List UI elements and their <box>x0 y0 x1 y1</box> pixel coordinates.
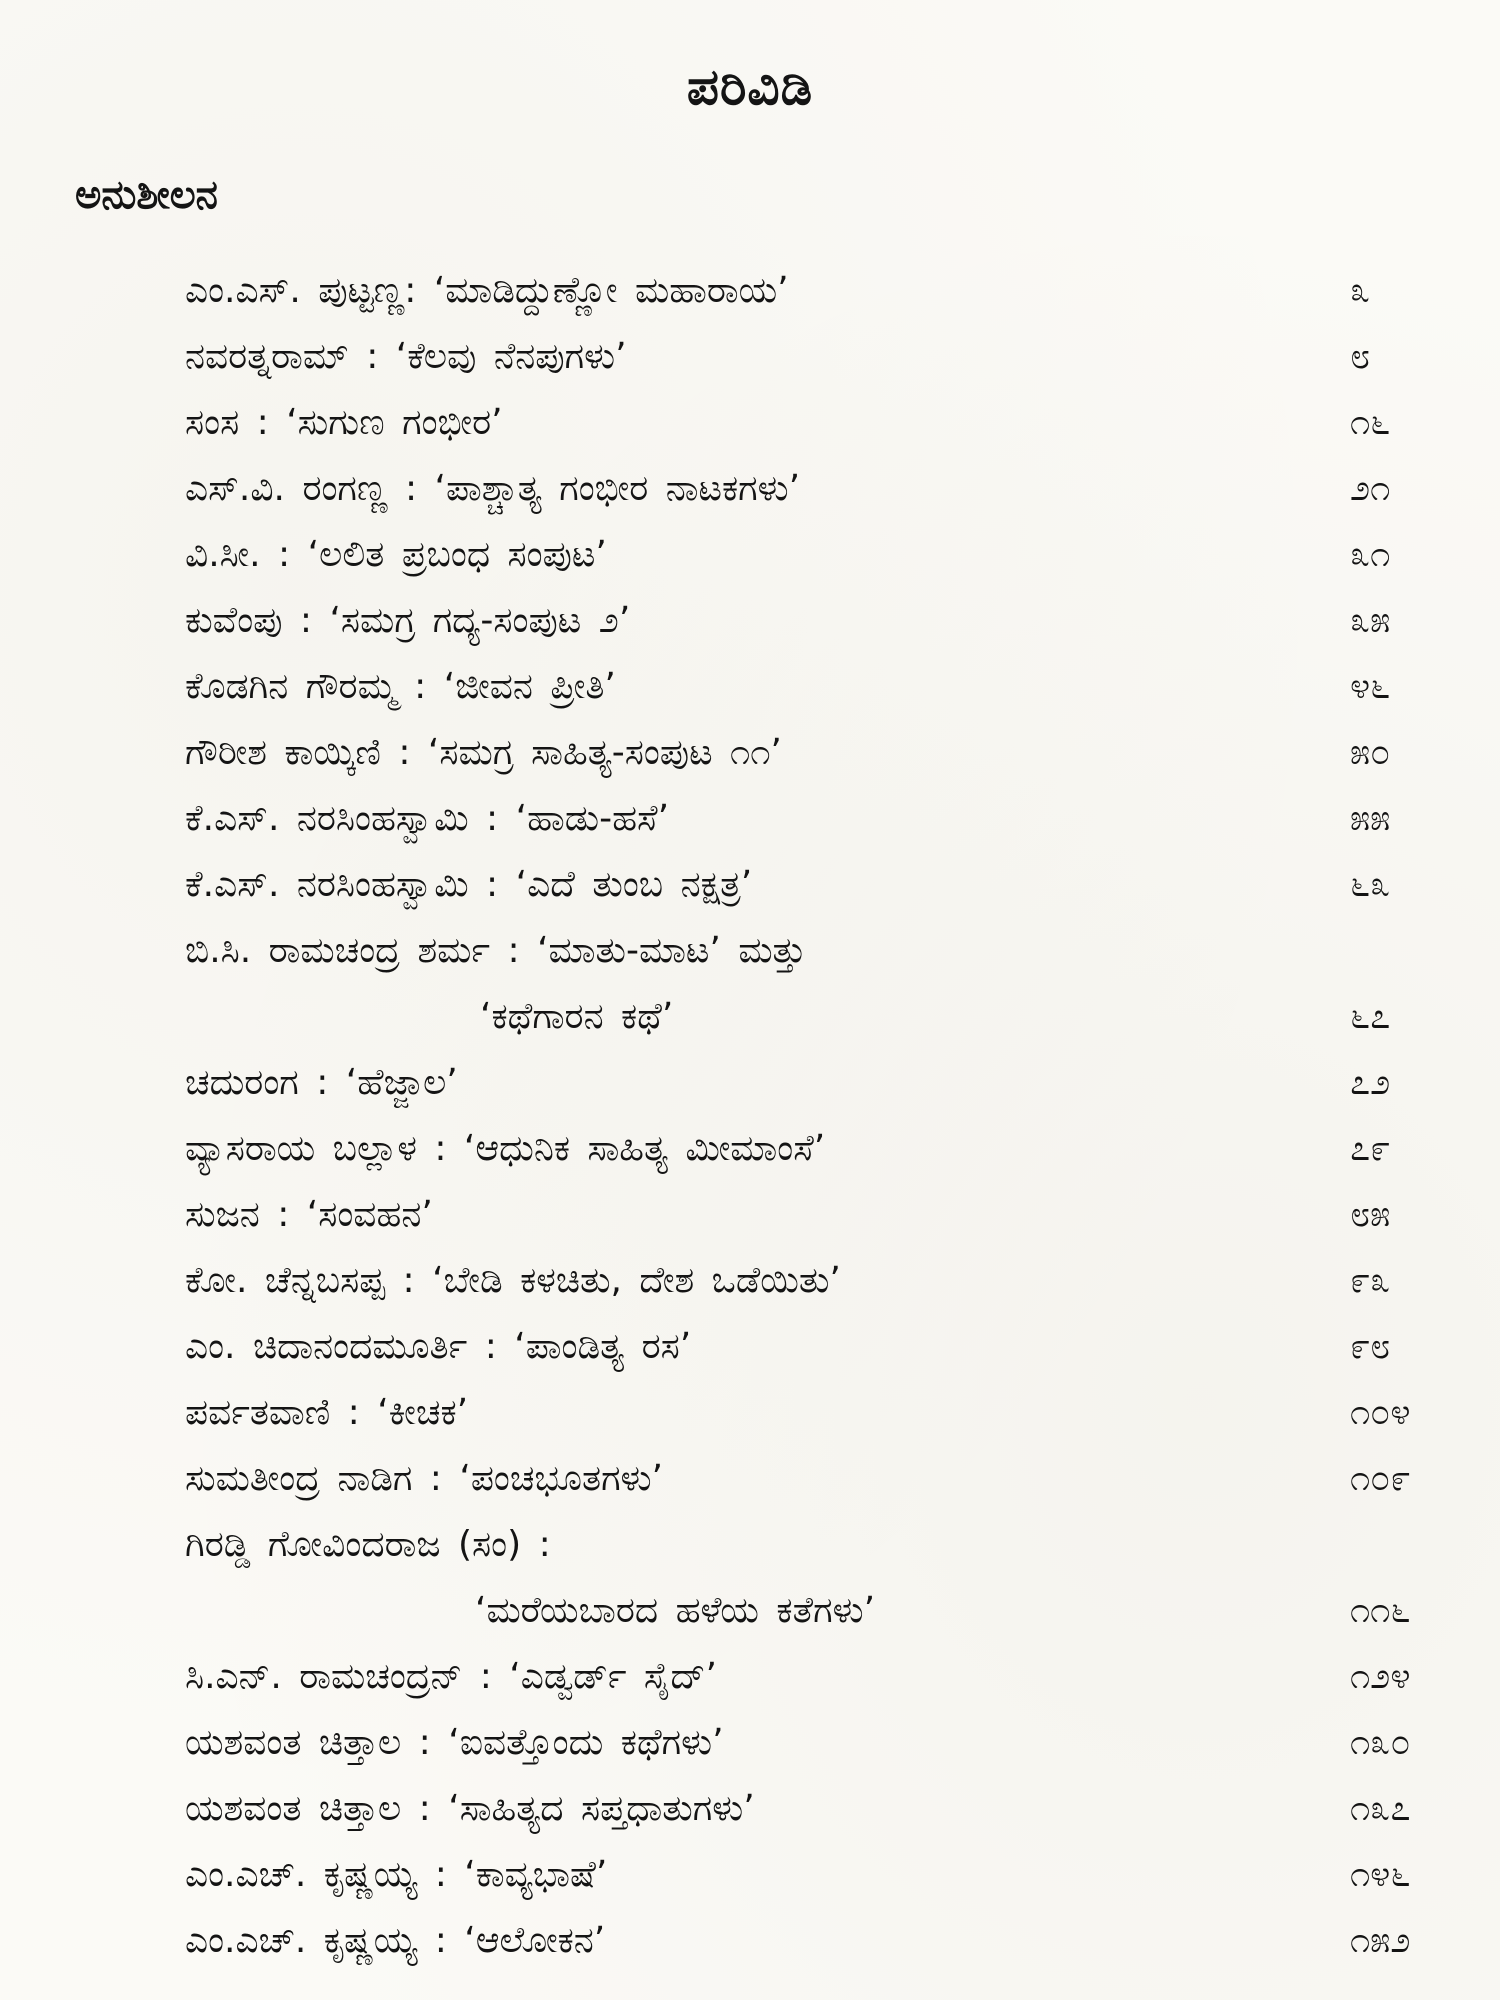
toc-entry-page-number: ೯೩ <box>1350 1260 1391 1301</box>
toc-entry-title: ವ್ಯಾಸರಾಯ ಬಲ್ಲಾಳ : ‘ಆಧುನಿಕ ಸಾಹಿತ್ಯ ಮೀಮಾಂಸೆ’ <box>185 1128 826 1169</box>
toc-entry-page-number: ೩ <box>1350 270 1371 311</box>
toc-entry-title: ಕುವೆಂಪು : ‘ಸಮಗ್ರ ಗದ್ಯ-ಸಂಪುಟ ೨’ <box>185 600 631 641</box>
toc-entry <box>0 1380 1500 1446</box>
toc-entry <box>0 786 1500 852</box>
toc-entry-title: ಎಸ್.ವಿ. ರಂಗಣ್ಣ : ‘ಪಾಶ್ಚಾತ್ಯ ಗಂಭೀರ ನಾಟಕಗಳು’ <box>185 468 801 509</box>
toc-entry-page-number: ೧೬ <box>1350 402 1391 443</box>
toc-entry-page-number: ೨೧ <box>1350 468 1391 509</box>
toc-entry-page-number: ೧೩೦ <box>1350 1722 1411 1763</box>
toc-entry <box>0 1644 1500 1710</box>
toc-entry-title: ಪರ್ವತವಾಣಿ : ‘ಕೀಚಕ’ <box>185 1392 469 1433</box>
toc-entry <box>0 258 1500 324</box>
toc-entry <box>0 1908 1500 1974</box>
toc-entry-page-number: ೧೨೪ <box>1350 1656 1411 1697</box>
toc-entry-title: ಯಶವಂತ ಚಿತ್ತಾಲ : ‘ಐವತ್ತೊಂದು ಕಥೆಗಳು’ <box>185 1722 724 1763</box>
toc-entry <box>0 720 1500 786</box>
toc-entry-page-number: ೫೫ <box>1350 798 1391 839</box>
section-heading: ಅನುಶೀಲನ <box>75 172 218 218</box>
table-of-contents <box>0 258 1500 1974</box>
toc-entry-title: ವಿ.ಸೀ. : ‘ಲಲಿತ ಪ್ರಬಂಧ ಸಂಪುಟ’ <box>185 534 607 575</box>
toc-entry-title-continued: ‘ಮರೆಯಬಾರದ ಹಳೆಯ ಕತೆಗಳು’ <box>475 1590 876 1631</box>
toc-entry-page-number: ೬೩ <box>1350 864 1391 905</box>
toc-entry-title: ಎಂ. ಚಿದಾನಂದಮೂರ್ತಿ : ‘ಪಾಂಡಿತ್ಯ ರಸ’ <box>185 1326 692 1367</box>
toc-entry-page-number: ೩೧ <box>1350 534 1391 575</box>
toc-entry-page-number: ೭೯ <box>1350 1128 1391 1169</box>
toc-entry <box>0 1842 1500 1908</box>
toc-entry <box>0 1050 1500 1116</box>
toc-entry-title: ಸಂಸ : ‘ಸುಗುಣ ಗಂಭೀರ’ <box>185 402 503 443</box>
toc-entry-title: ಎಂ.ಎಸ್. ಪುಟ್ಟಣ್ಣ: ‘ಮಾಡಿದ್ದುಣ್ಣೋ ಮಹಾರಾಯ’ <box>185 270 789 311</box>
toc-entry-title: ಬಿ.ಸಿ. ರಾಮಚಂದ್ರ ಶರ್ಮ : ‘ಮಾತು-ಮಾಟ’ ಮತ್ತು <box>185 930 807 971</box>
toc-entry <box>0 522 1500 588</box>
toc-entry <box>0 588 1500 654</box>
toc-entry-title: ಕೊಡಗಿನ ಗೌರಮ್ಮ : ‘ಜೀವನ ಪ್ರೀತಿ’ <box>185 666 616 707</box>
toc-entry <box>0 1314 1500 1380</box>
page-title: ಪರಿವಿಡಿ <box>686 58 814 116</box>
toc-entry-title: ಕೋ. ಚೆನ್ನಬಸಪ್ಪ : ‘ಬೇಡಿ ಕಳಚಿತು, ದೇಶ ಒಡೆಯಿತು’ <box>185 1260 841 1301</box>
toc-entry-title-continued: ‘ಕಥೆಗಾರನ ಕಥೆ’ <box>480 996 674 1037</box>
toc-entry <box>0 1776 1500 1842</box>
toc-entry-page-number: ೬೭ <box>1350 996 1391 1037</box>
toc-entry-title: ಎಂ.ಎಚ್. ಕೃಷ್ಣಯ್ಯ : ‘ಆಲೋಕನ’ <box>185 1920 606 1961</box>
toc-entry-page-number: ೯೮ <box>1350 1326 1391 1367</box>
toc-entry-page-number: ೧೧೬ <box>1350 1590 1411 1631</box>
toc-entry-title: ಯಶವಂತ ಚಿತ್ತಾಲ : ‘ಸಾಹಿತ್ಯದ ಸಪ್ತಧಾತುಗಳು’ <box>185 1788 755 1829</box>
toc-entry <box>0 918 1500 1050</box>
toc-entry <box>0 324 1500 390</box>
toc-entry-page-number: ೧೪೬ <box>1350 1854 1411 1895</box>
toc-entry-title: ಸುಮತೀಂದ್ರ ನಾಡಿಗ : ‘ಪಂಚಭೂತಗಳು’ <box>185 1458 663 1499</box>
toc-entry-page-number: ೭೨ <box>1350 1062 1391 1103</box>
toc-entry <box>0 1710 1500 1776</box>
toc-entry-title: ಚದುರಂಗ : ‘ಹೆಜ್ಜಾಲ’ <box>185 1062 458 1103</box>
toc-entry-page-number: ೮ <box>1350 336 1371 377</box>
toc-entry-page-number: ೧೩೭ <box>1350 1788 1411 1829</box>
toc-entry-title: ಗಿರಡ್ಡಿ ಗೋವಿಂದರಾಜ (ಸಂ) : <box>185 1524 551 1565</box>
toc-entry-title: ಸುಜನ : ‘ಸಂವಹನ’ <box>185 1194 433 1235</box>
toc-entry <box>0 390 1500 456</box>
toc-entry-page-number: ೧೫೨ <box>1350 1920 1411 1961</box>
toc-entry-title: ಸಿ.ಎನ್. ರಾಮಚಂದ್ರನ್ : ‘ಎಡ್ವರ್ಡ್ ಸೈದ್’ <box>185 1656 717 1697</box>
toc-entry-page-number: ೧೦೯ <box>1350 1458 1411 1499</box>
toc-entry-title: ನವರತ್ನರಾಮ್ : ‘ಕೆಲವು ನೆನಪುಗಳು’ <box>185 336 627 377</box>
toc-entry <box>0 1248 1500 1314</box>
toc-entry-title: ಕೆ.ಎಸ್. ನರಸಿಂಹಸ್ವಾಮಿ : ‘ಹಾಡು-ಹಸೆ’ <box>185 798 670 839</box>
toc-entry-title: ಕೆ.ಎಸ್. ನರಸಿಂಹಸ್ವಾಮಿ : ‘ಎದೆ ತುಂಬ ನಕ್ಷತ್ರ’ <box>185 864 753 905</box>
toc-entry <box>0 1182 1500 1248</box>
toc-entry <box>0 456 1500 522</box>
toc-entry-page-number: ೮೫ <box>1350 1194 1391 1235</box>
toc-entry-page-number: ೪೬ <box>1350 666 1391 707</box>
toc-entry <box>0 852 1500 918</box>
toc-entry <box>0 1446 1500 1512</box>
toc-entry-title: ಗೌರೀಶ ಕಾಯ್ಕಿಣಿ : ‘ಸಮಗ್ರ ಸಾಹಿತ್ಯ-ಸಂಪುಟ ೧೧’ <box>185 732 782 773</box>
toc-entry <box>0 1512 1500 1644</box>
toc-entry-page-number: ೩೫ <box>1350 600 1391 641</box>
toc-entry <box>0 654 1500 720</box>
toc-entry-title: ಎಂ.ಎಚ್. ಕೃಷ್ಣಯ್ಯ : ‘ಕಾವ್ಯಭಾಷೆ’ <box>185 1854 608 1895</box>
toc-entry-page-number: ೫೦ <box>1350 732 1391 773</box>
toc-entry <box>0 1116 1500 1182</box>
toc-entry-page-number: ೧೦೪ <box>1350 1392 1411 1433</box>
